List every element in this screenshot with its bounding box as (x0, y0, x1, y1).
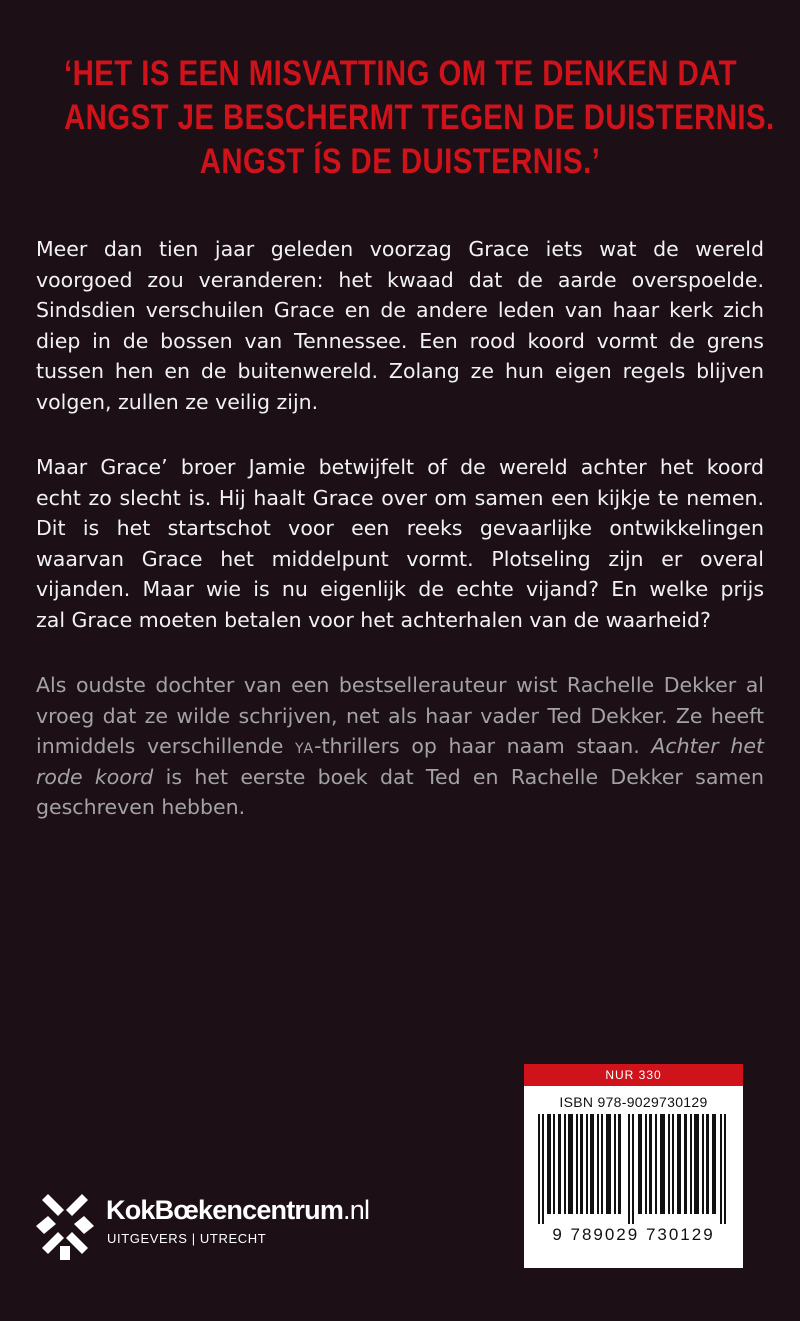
blurb-p1-line: voorgoed zou veranderen: het kwaad dat de aarde overspoelde. (36, 267, 764, 292)
blurb-p1-line: tussen hen en de buitenwereld. Zolang ze hun eigen regels blijven (36, 359, 764, 383)
blurb-p2-line: vijanden. Maar wie is nu eigenlijk de echte vijand? En welke prijs (36, 577, 764, 601)
pull-quote (64, 52, 775, 184)
quote-line-2: ANGST JE BESCHERMT TEGEN DE DUISTERNIS. (64, 98, 775, 137)
blurb-p2-line: zal Grace moeten betalen voor het achterhalen van de waarheid? (36, 607, 711, 632)
quote-line-3: ANGST ÍS DE DUISTERNIS.’ (199, 142, 601, 181)
publisher-name-main: KokBœkencentrum (106, 1195, 344, 1225)
bio-text: -thrillers op haar naam staan. (314, 734, 652, 758)
publisher-name-tld: .nl (343, 1195, 370, 1225)
ya-abbrev: ya (295, 734, 315, 758)
author-bio (36, 670, 764, 823)
blurb-p1-line: Sindsdien verschuilen Grace en de andere leden van haar kerk zich (36, 298, 764, 322)
bio-line: geschreven hebben. (36, 795, 246, 819)
bio-text: inmiddels verschillende (36, 734, 296, 758)
bio-line (36, 731, 764, 762)
blurb-paragraph-2 (36, 452, 764, 635)
publisher-subtitle: UITGEVERS | UTRECHT (107, 1231, 267, 1246)
blurb-paragraph-1 (36, 234, 764, 417)
blurb-p1-line: Meer dan tien jaar geleden voorzag Grace iets wat de wereld (36, 237, 764, 261)
barcode-panel (524, 1064, 743, 1268)
publisher-logo-icon (34, 1192, 96, 1264)
isbn-text: ISBN 978-9029730129 (559, 1094, 708, 1110)
blurb-p2-line: Dit is het startschot voor een reeks gevaarlijke ontwikkelingen (36, 516, 764, 540)
publisher-logo (34, 1192, 370, 1268)
quote-line-1: ‘HET IS EEN MISVATTING OM TE DENKEN DAT (64, 54, 738, 93)
barcode-icon (532, 1114, 735, 1224)
bio-line (36, 762, 764, 793)
bio-text: is het eerste boek dat Ted en Rachelle Dekker samen (153, 764, 764, 789)
publisher-name (106, 1195, 369, 1226)
barcode-digits: 9 789029 730129 (552, 1225, 715, 1244)
book-title-italic: rode koord (36, 764, 154, 789)
nur-code: NUR 330 (524, 1064, 743, 1086)
bio-line: vroeg dat ze wilde schrijven, net als haar vader Ted Dekker. Ze heeft (36, 703, 764, 728)
blurb-p1-line: volgen, zullen ze veilig zijn. (36, 389, 319, 414)
book-title-italic: Achter het (651, 734, 764, 758)
bio-line: Als oudste dochter van een bestsellerauteur wist Rachelle Dekker al (36, 673, 764, 697)
blurb-p2-line: echt zo slecht is. Hij haalt Grace over om samen een kijkje te nemen. (36, 485, 764, 510)
blurb-p1-line: diep in de bossen van Tennessee. Een rood koord vormt de grens (36, 328, 764, 353)
blurb-p2-line: Maar Grace’ broer Jamie betwijfelt of de wereld achter het koord (36, 455, 764, 479)
blurb-p2-line: waarvan Grace het middelpunt vormt. Plotseling zijn er overal (36, 546, 764, 571)
